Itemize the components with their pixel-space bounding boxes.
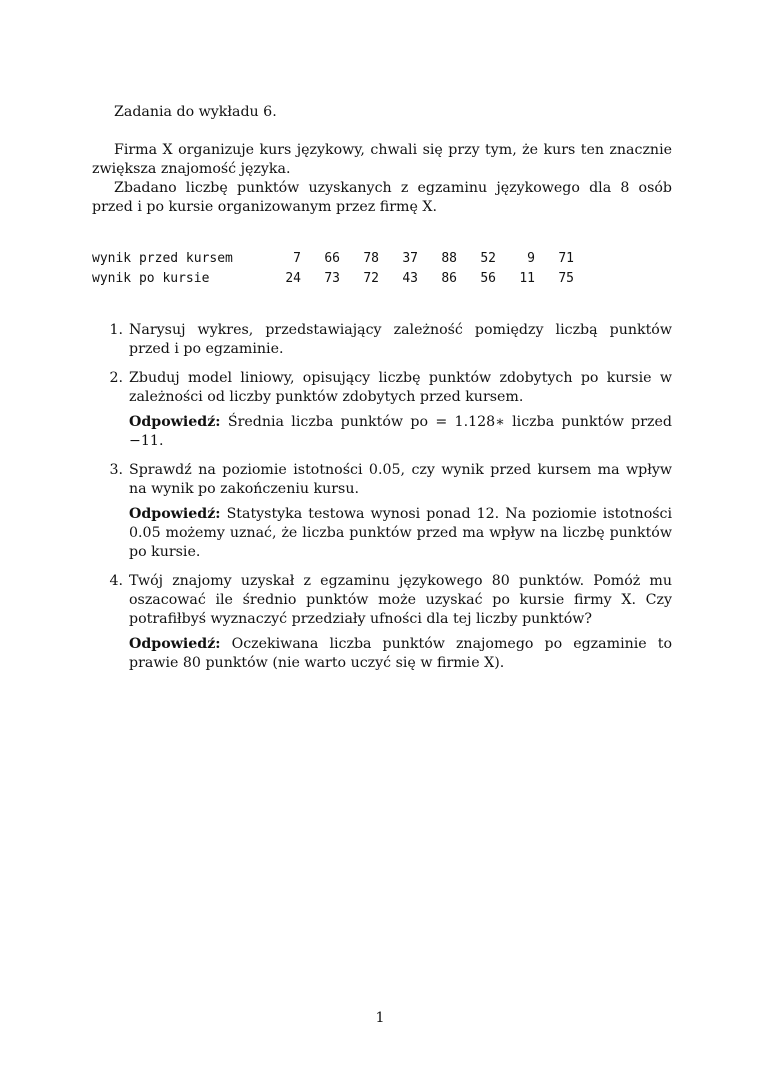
task-item: [92, 321, 672, 359]
task-item: [92, 461, 672, 562]
table-cell: 11: [519, 271, 535, 286]
table-cell: 52: [480, 251, 496, 266]
table-cell: 71: [558, 251, 574, 266]
intro-text: [92, 141, 672, 217]
task-answer: [129, 635, 672, 673]
table-row: [92, 249, 574, 269]
task-item: [92, 572, 672, 673]
table-cell: 43: [402, 271, 418, 286]
task-text: Zbuduj model liniowy, opisujący liczbę punktów zdobytych po kursie w zależności od liczby punktów zdobytych przed kursem.: [129, 370, 672, 405]
task-item: [92, 369, 672, 451]
task-number: 4.: [109, 573, 123, 589]
table-cell: 37: [402, 251, 418, 266]
intro-paragraph: Zbadano liczbę punktów uzyskanych z egzaminu językowego dla 8 osób przed i po kursie organizowanym przez firmę X.: [92, 180, 672, 215]
table-cell: 73: [324, 271, 340, 286]
task-number: 3.: [109, 462, 123, 478]
table-cell: 72: [363, 271, 379, 286]
table-cell: 75: [558, 271, 574, 286]
table-cell: 88: [441, 251, 457, 266]
answer-label: Odpowiedź:: [129, 506, 221, 522]
answer-label: Odpowiedź:: [129, 414, 221, 430]
table-cell: 78: [363, 251, 379, 266]
page-number: 1: [375, 1010, 385, 1026]
table-cell: 66: [324, 251, 340, 266]
task-text: Twój znajomy uzyskał z egzaminu językowego 80 punktów. Pomóż mu oszacować ile średnio punktów może uzyskać po kursie firmy X. Czy potrafiłbyś wyznaczyć przedziały ufności dla tej liczby punktów?: [129, 573, 672, 627]
task-number: 2.: [109, 370, 123, 386]
table-cell: 56: [480, 271, 496, 286]
answer-text: Statystyka testowa wynosi ponad 12. Na poziomie istotności 0.05 możemy uznać, że liczba punktów przed ma wpływ na liczbę punktów po kursie.: [129, 506, 672, 560]
table-cell: 9: [527, 251, 535, 266]
table-cell: 86: [441, 271, 457, 286]
task-number: 1.: [109, 322, 123, 338]
answer-text: Średnia liczba punktów po = 1.128∗ liczba punktów przed −11.: [129, 414, 673, 449]
task-text: Narysuj wykres, przedstawiający zależność pomiędzy liczbą punktów przed i po egzaminie.: [129, 322, 672, 357]
intro-paragraph: Firma X organizuje kurs językowy, chwali się przy tym, że kurs ten znacznie zwiększa znajomość języka.: [92, 142, 672, 177]
table-cell: 7: [293, 251, 301, 266]
table-cell: 24: [285, 271, 301, 286]
answer-text: Oczekiwana liczba punktów znajomego po egzaminie to prawie 80 punktów (nie warto uczyć się w firmie X).: [129, 636, 672, 671]
page-title: Zadania do wykładu 6.: [114, 104, 277, 120]
answer-label: Odpowiedź:: [129, 636, 221, 652]
table-row: [92, 269, 574, 289]
row-label: wynik po kursie: [92, 271, 210, 286]
task-list: [92, 321, 672, 683]
row-label: wynik przed kursem: [92, 251, 233, 266]
scores-table: [92, 249, 574, 289]
task-answer: [129, 505, 672, 562]
task-text: Sprawdź na poziomie istotności 0.05, czy wynik przed kursem ma wpływ na wynik po zakończeniu kursu.: [129, 462, 672, 497]
task-answer: [129, 413, 672, 451]
